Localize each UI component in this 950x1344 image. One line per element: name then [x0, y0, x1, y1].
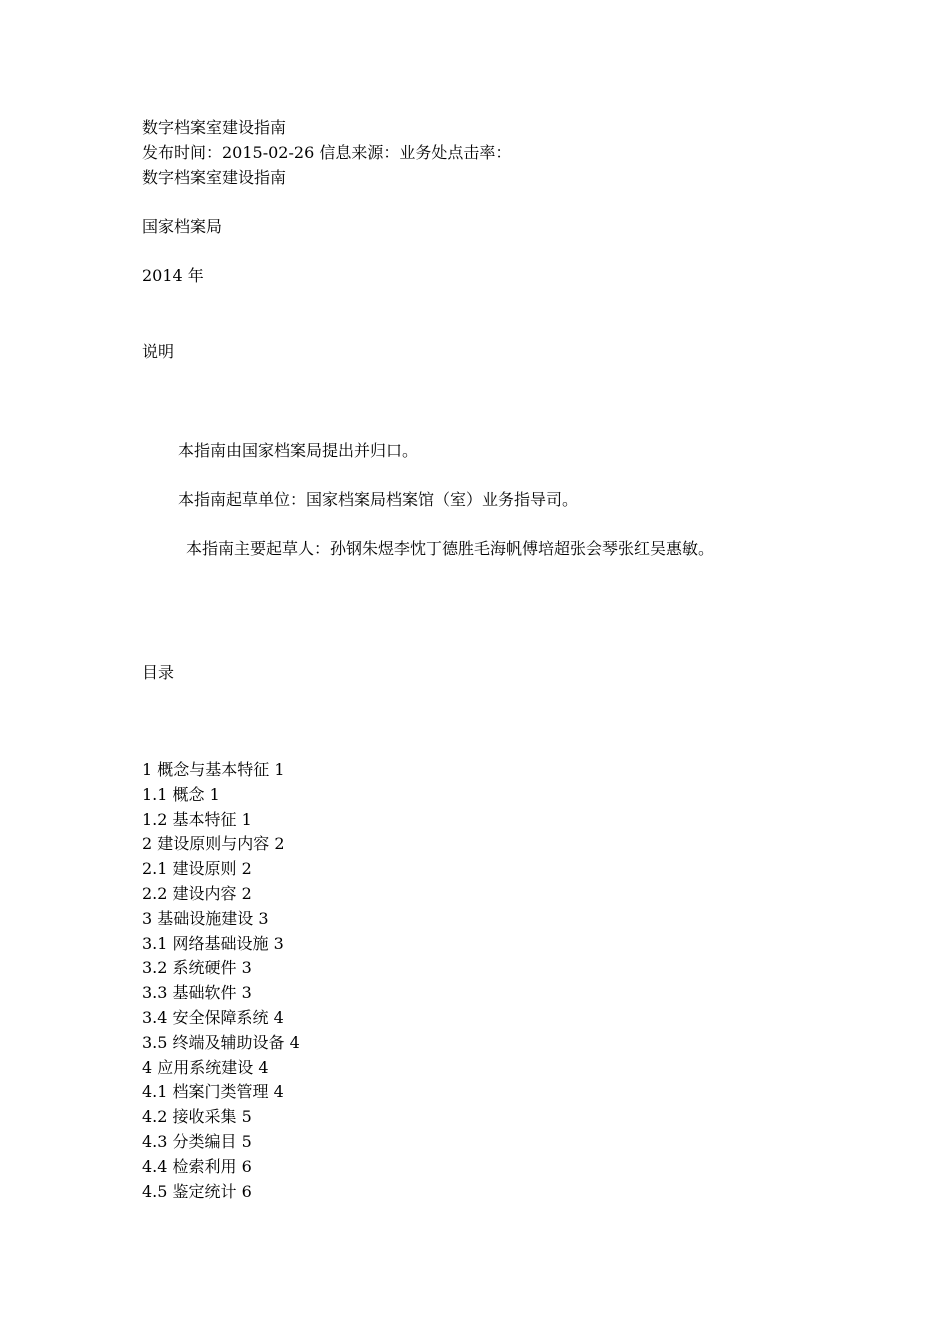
doc-meta: 发布时间：2015-02-26 信息来源：业务处点击率： [142, 143, 512, 162]
notes-heading: 说明 [142, 342, 175, 361]
toc-item: 3.3 基础软件 3 [142, 983, 252, 1003]
toc-item: 4.2 接收采集 5 [142, 1107, 252, 1127]
toc-item: 2.2 建设内容 2 [142, 883, 252, 903]
toc-item: 1 概念与基本特征 1 [142, 760, 285, 779]
toc-item: 4.1 档案门类管理 4 [142, 1082, 284, 1102]
toc-item: 4.5 鉴定统计 6 [142, 1181, 252, 1201]
toc-item: 2.1 建设原则 2 [142, 859, 252, 879]
doc-subtitle: 数字档案室建设指南 [142, 168, 287, 187]
toc-item: 3.4 安全保障系统 4 [142, 1007, 284, 1027]
toc-heading: 目录 [142, 663, 175, 682]
toc-item: 3 基础设施建设 3 [142, 908, 269, 928]
doc-org: 国家档案局 [142, 217, 223, 236]
table-of-contents [142, 760, 300, 1206]
toc-item: 1.2 基本特征 1 [142, 809, 252, 829]
toc-item: 1.1 概念 1 [142, 784, 220, 804]
note-paragraph: 本指南主要起草人：孙钢朱煜李忱丁德胜毛海帆傅培超张会琴张红吴惠敏。 [186, 539, 715, 558]
toc-item: 3.2 系统硬件 3 [142, 958, 252, 978]
doc-year: 2014 年 [142, 266, 204, 285]
toc-item: 4.4 检索利用 6 [142, 1156, 252, 1176]
note-paragraph: 本指南由国家档案局提出并归口。 [178, 441, 419, 460]
toc-item: 4.3 分类编目 5 [142, 1131, 252, 1151]
toc-item: 2 建设原则与内容 2 [142, 834, 285, 854]
toc-item: 3.1 网络基础设施 3 [142, 933, 284, 953]
toc-item: 4 应用系统建设 4 [142, 1057, 269, 1077]
doc-title: 数字档案室建设指南 [142, 118, 287, 137]
document-page [142, 0, 822, 1344]
toc-item: 3.5 终端及辅助设备 4 [142, 1032, 300, 1052]
note-paragraph: 本指南起草单位：国家档案局档案馆（室）业务指导司。 [178, 490, 579, 509]
